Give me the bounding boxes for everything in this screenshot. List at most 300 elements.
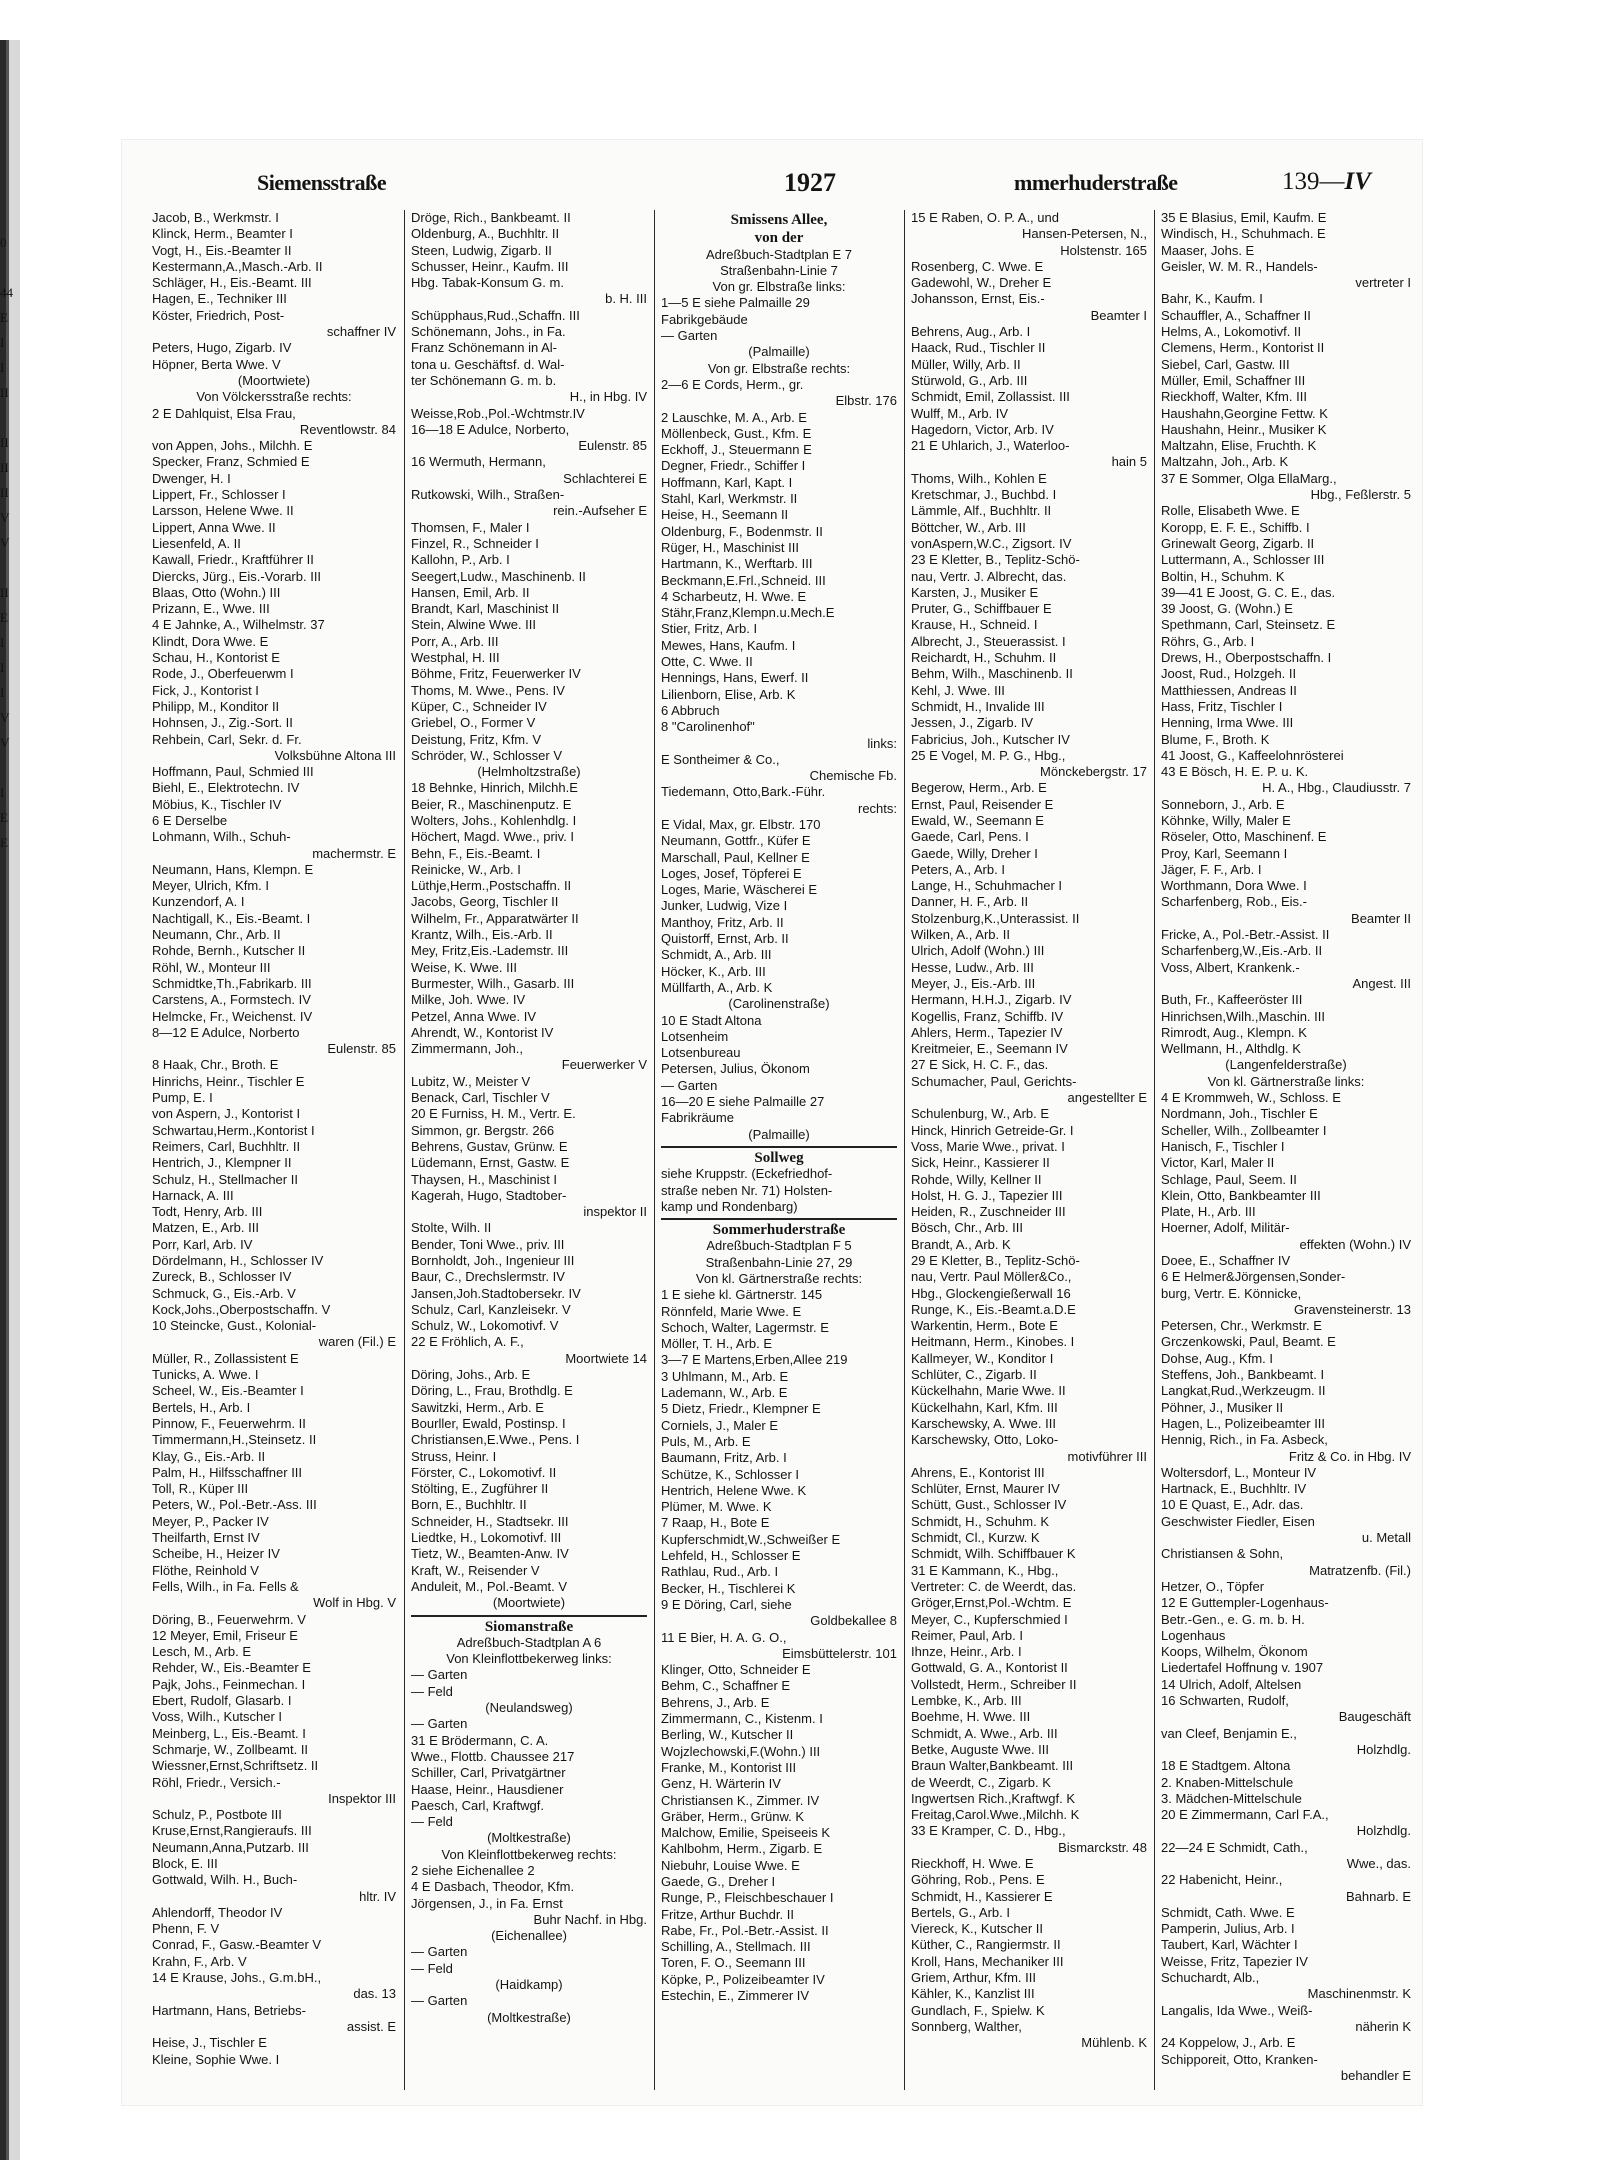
directory-entry: H., in Hbg. IV	[569, 389, 647, 405]
directory-entry: Fabricius, Joh., Kutscher IV	[911, 731, 1070, 747]
directory-entry: Kreitmeier, E., Seemann IV	[911, 1041, 1068, 1057]
directory-entry: vertreter I	[1355, 275, 1411, 291]
margin-mark: II	[0, 460, 9, 475]
directory-entry: Sawitzki, Herm., Arb. E	[411, 1399, 544, 1415]
directory-entry: Kallohn, P., Arb. I	[411, 552, 510, 568]
cross-street-marker: (Eichenallee)	[491, 1928, 567, 1944]
directory-entry: Kahlbohm, Herm., Zigarb. E	[661, 1841, 823, 1857]
directory-entry: Döring, B., Feuerwehrm. V	[152, 1611, 306, 1627]
directory-entry: Schmidt, H., Kassierer E	[911, 1888, 1053, 1904]
directory-entry: Milke, Joh. Wwe. IV	[411, 992, 526, 1008]
directory-entry: Westphal, H. III	[411, 650, 500, 666]
directory-entry: rechts:	[857, 800, 897, 816]
directory-entry: Schwartau,Herm.,Kontorist I	[152, 1122, 315, 1138]
cross-street-marker: (Moltkestraße)	[487, 1830, 571, 1846]
directory-entry: Benack, Carl, Tischler V	[411, 1090, 550, 1106]
directory-entry: Bahnarb. E	[1345, 1888, 1411, 1904]
directory-entry: Goldbekallee 8	[810, 1613, 897, 1629]
directory-entry: Ebert, Rudolf, Glasarb. I	[152, 1693, 292, 1709]
directory-entry: 15 E Raben, O. P. A., und	[911, 210, 1059, 225]
directory-entry: Stahl, Karl, Werkmstr. II	[661, 491, 798, 507]
directory-entry: Fells, Wilh., in Fa. Fells &	[152, 1578, 299, 1594]
directory-entry: Specker, Franz, Schmied E	[152, 454, 310, 470]
directory-entry: Rohde, Willy, Kellner II	[911, 1171, 1042, 1187]
directory-entry: Sick, Heinr., Kassierer II	[911, 1155, 1050, 1171]
directory-entry: Hennings, Hans, Ewerf. II	[661, 670, 809, 686]
directory-entry: Klindt, Dora Wwe. E	[152, 633, 269, 649]
directory-entry: 4 Scharbeutz, H. Wwe. E	[661, 588, 807, 604]
directory-entry: Höpner, Berta Wwe. V	[152, 356, 281, 372]
directory-entry: 22—24 E Schmidt, Cath.,	[1161, 1839, 1308, 1855]
directory-entry: Fick, J., Kontorist I	[152, 682, 259, 698]
directory-entry: Behrens, Gustav, Grünw. E	[411, 1138, 568, 1154]
directory-entry: Hesse, Ludw., Arb. III	[911, 959, 1034, 975]
directory-entry: Malchow, Emilie, Speiseeis K	[661, 1825, 831, 1841]
directory-entry: Wwe., das.	[1346, 1855, 1411, 1871]
directory-entry: Schmidt, Emil, Zollassist. III	[911, 389, 1070, 405]
directory-entry: Schulz, H., Stellmacher II	[152, 1171, 298, 1187]
directory-columns	[152, 210, 1414, 2090]
cross-street-marker: Straßenbahn-Linie 27, 29	[705, 1254, 853, 1270]
direction-note: Von gr. Elbstraße rechts:	[707, 360, 851, 376]
directory-entry: Loges, Josef, Töpferei E	[661, 865, 802, 881]
directory-entry: Lotsenheim	[661, 1028, 729, 1044]
directory-entry: schaffner IV	[326, 324, 396, 340]
directory-entry: Rathlau, Rud., Arb. I	[661, 1564, 779, 1580]
directory-entry: Stolte, Wilh. II	[411, 1220, 492, 1236]
directory-entry: Sonnberg, Walther,	[911, 2018, 1022, 2034]
directory-entry: Stähr,Franz,Klempn.u.Mech.E	[661, 605, 835, 621]
directory-entry: — Feld	[411, 1814, 453, 1830]
directory-entry: Rohde, Bernh., Kutscher II	[152, 943, 306, 959]
column-1	[152, 210, 402, 2090]
directory-entry: Neumann, Chr., Arb. II	[152, 927, 281, 943]
directory-entry: Carstens, A., Formstech. IV	[152, 992, 311, 1008]
street-heading: Sollweg	[754, 1149, 804, 1166]
directory-entry: Kroll, Hans, Mechaniker III	[911, 1953, 1064, 1969]
directory-entry: Becker, H., Tischlerei K	[661, 1580, 796, 1596]
directory-entry: Lange, H., Schuhmacher I	[911, 878, 1063, 894]
directory-page	[122, 140, 1422, 2105]
margin-mark: I	[0, 635, 5, 650]
directory-entry: Zimmermann, C., Kistenm. I	[661, 1711, 823, 1727]
directory-entry: Lesch, M., Arb. E	[152, 1644, 251, 1660]
directory-entry: Lippert, Fr., Schlosser I	[152, 487, 286, 503]
directory-entry: Neumann, Gottfr., Küfer E	[661, 833, 811, 849]
directory-entry: Tiedemann, Otto,Bark.-Führ.	[661, 784, 826, 800]
directory-entry: Bender, Toni Wwe., priv. III	[411, 1236, 565, 1252]
directory-entry: Holzhdlg.	[1356, 1741, 1411, 1757]
directory-entry: Biehl, E., Elektrotechn. IV	[152, 780, 300, 796]
directory-entry: Chemische Fb.	[809, 768, 897, 784]
directory-entry: Liedtke, H., Lokomotivf. III	[411, 1530, 562, 1546]
directory-entry: Schmuck, G., Eis.-Arb. V	[152, 1285, 296, 1301]
directory-entry: Rönnfeld, Marie Wwe. E	[661, 1303, 802, 1319]
cross-street-marker: (Langenfelderstraße)	[1225, 1057, 1347, 1073]
directory-entry: Schlüter, C., Zigarb. II	[911, 1367, 1037, 1383]
directory-entry: Klinger, Otto, Schneider E	[661, 1662, 811, 1678]
directory-entry: Köpke, P., Polizeibeamter IV	[661, 1971, 825, 1987]
directory-entry: Runge, P., Fleischbeschauer I	[661, 1890, 834, 1906]
directory-entry: motivführer III	[1067, 1448, 1147, 1464]
margin-mark: E	[0, 310, 8, 325]
directory-entry: Brandt, A., Arb. K	[911, 1236, 1011, 1252]
directory-entry: Hennig, Rich., in Fa. Asbeck,	[1161, 1432, 1328, 1448]
directory-entry: Heise, H., Seemann II	[661, 507, 789, 523]
directory-entry: Genz, H. Wärterin IV	[661, 1776, 781, 1792]
directory-entry: Matthiessen, Andreas II	[1161, 682, 1297, 698]
directory-entry: Ewald, W., Seemann E	[911, 812, 1044, 828]
directory-entry: Kunzendorf, A. I	[152, 894, 245, 910]
directory-entry: Begerow, Herm., Arb. E	[911, 780, 1047, 796]
directory-entry: Plate, H., Arb. III	[1161, 1204, 1256, 1220]
directory-entry: Conrad, F., Gasw.-Beamter V	[152, 1937, 322, 1953]
directory-entry: 39—41 E Joost, G. C. E., das.	[1161, 584, 1336, 600]
directory-entry: Schönemann, Johs., in Fa.	[411, 324, 566, 340]
directory-entry: Ahrens, E., Kontorist III	[911, 1464, 1045, 1480]
directory-entry: Lembke, K., Arb. III	[911, 1693, 1022, 1709]
directory-entry: H. A., Hbg., Claudiusstr. 7	[1262, 780, 1411, 796]
directory-entry: Blume, F., Broth. K	[1161, 731, 1270, 747]
directory-entry: Lohmann, Wilh., Schuh-	[152, 829, 291, 845]
directory-entry: 6 E Derselbe	[152, 812, 228, 828]
directory-entry: Kawall, Friedr., Kraftführer II	[152, 552, 314, 568]
cross-street-marker: (Moortwiete)	[492, 1595, 566, 1611]
directory-entry: E Sontheimer & Co.,	[661, 751, 780, 767]
directory-entry: Rutkowski, Wilh., Straßen-	[411, 487, 565, 503]
directory-entry: Todt, Henry, Arb. III	[152, 1204, 263, 1220]
directory-entry: b. H. III	[605, 291, 647, 307]
directory-entry: näherin K	[1355, 2018, 1411, 2034]
directory-entry: Müller, Willy, Arb. II	[911, 356, 1021, 372]
directory-entry: Mönckebergstr. 17	[1040, 764, 1147, 780]
directory-entry: Eckhoff, J., Steuermann E	[661, 442, 812, 458]
directory-entry: 1—5 E siehe Palmaille 29	[661, 295, 810, 311]
directory-entry: Zureck, B., Schlosser IV	[152, 1269, 292, 1285]
directory-entry: Hbg., Feßlerstr. 5	[1310, 487, 1411, 503]
directory-entry: E Vidal, Max, gr. Elbstr. 170	[661, 816, 821, 832]
directory-entry: Hansen, Emil, Arb. II	[411, 584, 530, 600]
directory-entry: Hentrich, Helene Wwe. K	[661, 1482, 807, 1498]
directory-entry: Prizann, E., Wwe. III	[152, 601, 270, 617]
directory-entry: 12 E Guttempler-Logenhaus-	[1161, 1595, 1329, 1611]
margin-mark: II	[0, 385, 9, 400]
directory-entry: 27 E Sick, H. C. F., das.	[911, 1057, 1049, 1073]
directory-entry: Schilling, A., Stellmach. III	[661, 1939, 811, 1955]
directory-entry: Bahr, K., Kaufm. I	[1161, 291, 1263, 307]
directory-entry: Schlage, Paul, Seem. II	[1161, 1171, 1297, 1187]
directory-entry: Plümer, M. Wwe. K	[661, 1499, 772, 1515]
directory-entry: Boehme, H. Wwe. III	[911, 1709, 1031, 1725]
directory-entry: Schmidt, Cath. Wwe. E	[1161, 1904, 1295, 1920]
directory-entry: Buhr Nachf. in Hbg.	[533, 1911, 647, 1927]
section-divider	[661, 1218, 897, 1220]
directory-entry: Schulz, P., Postbote III	[152, 1807, 282, 1823]
directory-entry: Meyer, Ulrich, Kfm. I	[152, 878, 270, 894]
directory-entry: Block, E. III	[152, 1855, 218, 1871]
directory-entry: Rehder, W., Eis.-Beamter E	[152, 1660, 311, 1676]
directory-entry: Dröge, Rich., Bankbeamt. II	[411, 210, 571, 225]
directory-entry: Simmon, gr. Bergstr. 266	[411, 1122, 555, 1138]
directory-entry: Toll, R., Küper III	[152, 1481, 249, 1497]
directory-entry: Ahlendorff, Theodor IV	[152, 1904, 283, 1920]
directory-entry: Freitag,Carol.Wwe.,Milchh. K	[911, 1807, 1080, 1823]
directory-entry: Wwe., Flottb. Chaussee 217	[411, 1748, 575, 1764]
directory-entry: Rehbein, Carl, Sekr. d. Fr.	[152, 731, 302, 747]
directory-entry: 8—12 E Adulce, Norberto	[152, 1024, 300, 1040]
directory-entry: 10 E Stadt Altona	[661, 1012, 762, 1028]
column-2	[404, 210, 653, 2090]
directory-entry: Möllenbeck, Gust., Kfm. E	[661, 425, 812, 441]
directory-entry: machermstr. E	[312, 845, 396, 861]
directory-entry: 21 E Uhlarich, J., Waterloo-	[911, 438, 1070, 454]
directory-entry: Spethmann, Carl, Steinsetz. E	[1161, 617, 1336, 633]
directory-entry: inspektor II	[583, 1204, 647, 1220]
directory-entry: Koops, Wilhelm, Ökonom	[1161, 1644, 1308, 1660]
directory-entry: 6 Abbruch	[661, 702, 720, 718]
directory-entry: Behm, C., Schaffner E	[661, 1678, 791, 1694]
directory-entry: Kogellis, Franz, Schiffb. IV	[911, 1008, 1064, 1024]
directory-entry: Helms, A., Lokomotivf. II	[1161, 324, 1302, 340]
directory-entry: Angest. III	[1352, 975, 1411, 991]
directory-entry: Voss, Wilh., Kutscher I	[152, 1709, 283, 1725]
directory-entry: Schmidt, H., Schuhm. K	[911, 1513, 1049, 1529]
directory-entry: Hentrich, J., Klempner II	[152, 1155, 292, 1171]
directory-entry: Wolf in Hbg. V	[313, 1595, 396, 1611]
directory-entry: Voss, Marie Wwe., privat. I	[911, 1138, 1065, 1154]
directory-entry: 16—20 E siehe Palmaille 27	[661, 1094, 825, 1110]
directory-entry: Franz Schönemann in Al-	[411, 340, 557, 356]
margin-mark: I	[0, 335, 5, 350]
directory-entry: Gundlach, F., Spielw. K	[911, 2002, 1045, 2018]
directory-entry: Jäger, F. F., Arb. I	[1161, 861, 1262, 877]
directory-entry: Steffens, Joh., Bankbeamt. I	[1161, 1367, 1325, 1383]
directory-entry: Reinicke, W., Arb. I	[411, 861, 521, 877]
directory-entry: Hbg. Tabak-Konsum G. m.	[411, 275, 564, 291]
directory-entry: Schlüter, Ernst, Maurer IV	[911, 1481, 1060, 1497]
directory-entry: links:	[867, 735, 897, 751]
directory-entry: Schiller, Carl, Privatgärtner	[411, 1765, 566, 1781]
directory-entry: Braun Walter,Bankbeamt. III	[911, 1758, 1074, 1774]
cross-street-marker: (Neulandsweg)	[485, 1700, 573, 1716]
directory-entry: — Garten	[661, 328, 718, 344]
directory-entry: Pruter, G., Schiffbauer E	[911, 601, 1052, 617]
direction-note: Von kl. Gärtnerstraße rechts:	[695, 1271, 863, 1286]
directory-entry: 8 Haak, Chr., Broth. E	[152, 1057, 279, 1073]
running-header	[152, 168, 1414, 204]
directory-entry: Hagen, L., Polizeibeamter III	[1161, 1415, 1326, 1431]
directory-entry: Müllfarth, A., Arb. K	[661, 979, 773, 995]
directory-entry: Proy, Karl, Seemann I	[1161, 845, 1288, 861]
directory-entry: Kock,Johs.,Oberpostschaffn. V	[152, 1301, 331, 1317]
directory-entry: Hansen-Petersen, N.,	[1021, 226, 1147, 242]
directory-entry: Luttermann, A., Schlosser III	[1161, 552, 1325, 568]
column-3	[654, 210, 903, 2090]
directory-entry: Thaysen, H., Maschinist I	[411, 1171, 557, 1187]
directory-entry: Schröder, W., Schlosser V	[411, 747, 563, 763]
directory-entry: Siebel, Carl, Gastw. III	[1161, 356, 1290, 372]
directory-entry: Schulz, W., Lokomotivf. V	[411, 1318, 559, 1334]
directory-entry: Rimrodt, Aug., Klempn. K	[1161, 1024, 1307, 1040]
directory-entry: Jacob, B., Werkmstr. I	[152, 210, 279, 225]
directory-entry: 3. Mädchen-Mittelschule	[1161, 1790, 1302, 1806]
directory-entry: Christiansen,E.Wwe., Pens. I	[411, 1432, 580, 1448]
directory-entry: 37 E Sommer, Olga EllaMarg.,	[1161, 470, 1337, 486]
directory-entry: 31 E Brödermann, C. A.	[411, 1732, 549, 1748]
directory-entry: Eulenstr. 85	[327, 1041, 396, 1057]
directory-entry: Böhme, Fritz, Feuerwerker IV	[411, 666, 581, 682]
directory-entry: Jörgensen, J., in Fa. Ernst	[411, 1895, 563, 1911]
directory-entry: Hetzer, O., Töpfer	[1161, 1578, 1265, 1594]
directory-entry: Hohnsen, J., Zig.-Sort. II	[152, 715, 293, 731]
directory-entry: Danner, H. F., Arb. II	[911, 894, 1029, 910]
directory-entry: Wellmann, H., Althdlg. K	[1161, 1041, 1301, 1057]
section-divider	[661, 1146, 897, 1148]
directory-entry: Höchert, Magd. Wwe., priv. I	[411, 829, 575, 845]
directory-entry: Rieckhoff, H. Wwe. E	[911, 1855, 1034, 1871]
directory-entry: Stölting, E., Zugführer II	[411, 1481, 549, 1497]
directory-entry: Boltin, H., Schuhm. K	[1161, 568, 1285, 584]
directory-entry: Peters, Hugo, Zigarb. IV	[152, 340, 292, 356]
directory-entry: Schau, H., Kontorist E	[152, 650, 280, 666]
directory-entry: Doee, E., Schaffner IV	[1161, 1253, 1291, 1268]
directory-entry: Wiessner,Ernst,Schriftsetz. II	[152, 1758, 319, 1774]
directory-entry: Victor, Karl, Maler II	[1161, 1155, 1275, 1171]
directory-entry: Hartmann, Hans, Betriebs-	[152, 2002, 306, 2018]
directory-entry: Kückelhahn, Marie Wwe. II	[911, 1383, 1066, 1399]
directory-entry: Petersen, Julius, Ökonom	[661, 1061, 810, 1077]
directory-entry: Krahn, F., Arb. V	[152, 1953, 247, 1969]
margin-mark: E	[0, 835, 8, 850]
directory-entry: Viereck, K., Kutscher II	[911, 1921, 1043, 1937]
directory-entry: Hoffmann, Paul, Schmied III	[152, 764, 314, 780]
direction-note: Von kl. Gärtnerstraße links:	[1207, 1073, 1365, 1089]
directory-entry: Helmcke, Fr., Weichenst. IV	[152, 1008, 313, 1024]
margin-mark	[0, 555, 16, 580]
directory-entry: Estechin, E., Zimmerer IV	[661, 1988, 810, 2004]
directory-entry: Peters, W., Pol.-Betr.-Ass. III	[152, 1497, 317, 1513]
directory-entry: Schulenburg, W., Arb. E	[911, 1106, 1050, 1122]
directory-entry: Schmidt, A. Wwe., Arb. III	[911, 1725, 1058, 1741]
directory-entry: effekten (Wohn.) IV	[1299, 1236, 1411, 1252]
directory-entry: Langkat,Rud.,Werkzeugm. II	[1161, 1383, 1326, 1399]
directory-entry: Stier, Fritz, Arb. I	[661, 621, 758, 637]
directory-entry: Hermann, H.H.J., Zigarb. IV	[911, 992, 1072, 1008]
directory-entry: Hinrichs, Heinr., Tischler E	[152, 1073, 305, 1089]
directory-entry: Marschall, Paul, Kellner E	[661, 849, 810, 865]
directory-entry: Baur, C., Drechslermstr. IV	[411, 1269, 565, 1285]
directory-entry: Jacobs, Georg, Tischler II	[411, 894, 559, 910]
directory-entry: 4 E Jahnke, A., Wilhelmstr. 37	[152, 617, 325, 633]
directory-entry: Holst, H. G. J., Tapezier III	[911, 1187, 1063, 1203]
directory-entry: Höcker, K., Arb. III	[661, 963, 766, 979]
directory-entry: Oldenburg, F., Bodenmstr. II	[661, 523, 823, 539]
directory-entry: Müller, R., Zollassistent E	[152, 1350, 299, 1366]
directory-entry: Grinewalt Georg, Zigarb. II	[1161, 535, 1315, 551]
directory-entry: Pöhner, J., Musiker II	[1161, 1399, 1284, 1415]
directory-entry: Karschewsky, A. Wwe. III	[911, 1415, 1056, 1431]
margin-mark: II	[0, 585, 9, 600]
directory-entry: Weisse, Fritz, Tapezier IV	[1161, 1953, 1308, 1969]
directory-entry: Rosenberg, C. Wwe. E	[911, 258, 1044, 274]
directory-entry: Döring, L., Frau, Brothdlg. E	[411, 1383, 573, 1399]
directory-entry: Worthmann, Dora Wwe. I	[1161, 878, 1307, 894]
directory-entry: Gottwald, G. A., Kontorist II	[911, 1660, 1068, 1676]
directory-entry: Lüdemann, Ernst, Gastw. E	[411, 1155, 570, 1171]
directory-entry: 18 E Stadtgem. Altona	[1161, 1758, 1291, 1774]
directory-entry: Schmidt, Cl., Kurzw. K	[911, 1530, 1040, 1546]
directory-entry: Maltzahn, Joh., Arb. K	[1161, 454, 1289, 470]
directory-entry: Klay, G., Eis.-Arb. II	[152, 1448, 266, 1464]
directory-entry: Volksbühne Altona III	[274, 747, 396, 763]
directory-entry: Vollstedt, Herm., Schreiber II	[911, 1676, 1077, 1692]
directory-entry: 10 E Quast, E., Adr. das.	[1161, 1497, 1304, 1513]
directory-entry: Beckmann,E.Frl.,Schneid. III	[661, 572, 826, 588]
directory-entry: — Garten	[411, 1667, 468, 1683]
directory-entry: Schmidt, A., Arb. III	[661, 947, 772, 963]
directory-entry: Thomsen, F., Maler I	[411, 519, 530, 535]
directory-entry: Ingwertsen Rich.,Kraftwgf. K	[911, 1790, 1076, 1806]
directory-entry: Joost, Rud., Holzgeh. II	[1161, 666, 1297, 682]
margin-mark: E	[0, 810, 8, 825]
directory-entry: Schütze, K., Schlosser I	[661, 1466, 800, 1482]
directory-entry: Thoms, M. Wwe., Pens. IV	[411, 682, 565, 698]
directory-entry: Behrens, Aug., Arb. I	[911, 324, 1031, 340]
margin-mark: V	[0, 710, 10, 725]
direction-note: Von gr. Elbstraße links:	[712, 279, 846, 295]
directory-entry: Petersen, Chr., Werkmstr. E	[1161, 1318, 1322, 1334]
directory-entry: Taubert, Karl, Wächter I	[1161, 1937, 1298, 1953]
directory-entry: Junker, Ludwig, Vize I	[661, 898, 788, 914]
directory-entry: Elbstr. 176	[835, 393, 897, 409]
directory-entry: Vertreter: C. de Weerdt, das.	[911, 1578, 1077, 1594]
directory-entry: van Cleef, Benjamin E.,	[1161, 1725, 1297, 1741]
directory-entry: Kückelhahn, Karl, Kfm. III	[911, 1399, 1058, 1415]
directory-entry: Porr, Karl, Arb. IV	[152, 1236, 253, 1252]
directory-entry: Philipp, M., Konditor II	[152, 698, 280, 714]
cross-street-marker: (Moortwiete)	[237, 372, 311, 388]
directory-entry: Ernst, Paul, Reisender E	[911, 796, 1054, 812]
directory-entry: 33 E Kramper, C. D., Hbg.,	[911, 1823, 1066, 1839]
directory-entry: Henning, Irma Wwe. III	[1161, 715, 1294, 731]
directory-entry: Geisler, W. M. R., Handels-	[1161, 258, 1318, 274]
directory-entry: Rieckhoff, Walter, Kfm. III	[1161, 389, 1307, 405]
directory-entry: Klinck, Herm., Beamter I	[152, 226, 293, 242]
directory-entry: hltr. IV	[359, 1888, 396, 1904]
directory-entry: Pinnow, F., Feuerwehrm. II	[152, 1415, 306, 1431]
directory-entry: Phenn, F. V	[152, 1921, 220, 1937]
directory-entry: Nachtigall, K., Eis.-Beamt. I	[152, 910, 311, 926]
directory-entry: Meyer, C., Kupferschmied I	[911, 1611, 1068, 1627]
directory-entry: Holstenstr. 165	[1060, 242, 1147, 258]
directory-entry: Förster, C., Lokomotivf. II	[411, 1464, 557, 1480]
street-heading: von der	[754, 230, 804, 247]
directory-entry: Scheel, W., Eis.-Beamter I	[152, 1383, 304, 1399]
directory-entry: ter Schönemann G. m. b.	[411, 372, 557, 388]
directory-entry: Geschwister Fiedler, Eisen	[1161, 1513, 1315, 1529]
directory-entry: Kagerah, Hugo, Stadtober-	[411, 1187, 567, 1203]
directory-entry: nau, Vertr. Paul Möller&Co.,	[911, 1269, 1072, 1285]
directory-entry: Dohse, Aug., Kfm. I	[1161, 1350, 1273, 1366]
cross-street-marker: Straßenbahn-Linie 7	[720, 262, 838, 278]
directory-entry: Kehl, J. Wwe. III	[911, 682, 1005, 698]
directory-entry: Schläger, H., Eis.-Beamt. III	[152, 275, 312, 291]
directory-entry: Gaede, G., Dreher I	[661, 1873, 776, 1889]
directory-entry: Flöthe, Reinhold V	[152, 1562, 259, 1578]
directory-entry: Ihnze, Heinr., Arb. I	[911, 1644, 1022, 1660]
directory-entry: Bourller, Ewald, Postinsp. I	[411, 1415, 566, 1431]
margin-mark: I	[0, 785, 5, 800]
